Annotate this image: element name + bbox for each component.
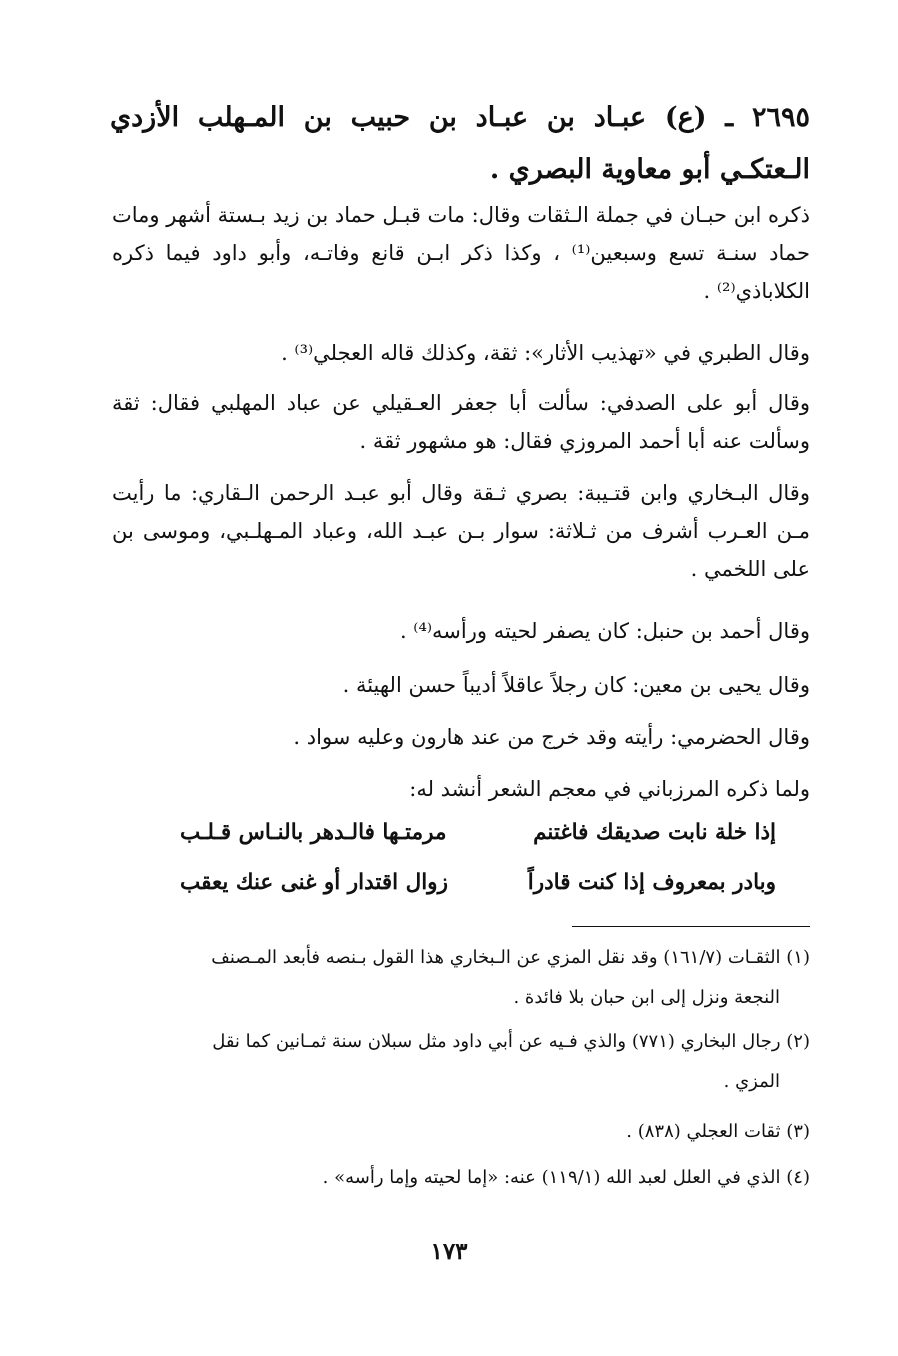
footnote-continuation: النجعة ونزل إلى ابن حبان بلا فائدة . <box>513 987 780 1008</box>
paragraph-yahya: وقال يحيى بن معين: كان رجلاً عاقلاً أديباً حسن الهيئة . <box>342 673 810 697</box>
verse-line <box>180 870 776 910</box>
paragraph-sadafi: وقال أبو على الصدفي: سألت أبا جعفر العـقيلي عن عباد المهلبي فقال: ثقة وسألت عنه أبا أحمد المروزي فقال: هو مشهور ثقة . <box>112 391 810 453</box>
footnote-1 <box>120 938 810 1018</box>
paragraph-marzubani: ولما ذكره المرزباني في معجم الشعر أنشد له: <box>409 777 810 801</box>
footnote-continuation: المزي . <box>723 1071 780 1092</box>
footnote-4 <box>120 1158 810 1198</box>
footnote-3 <box>120 1112 810 1152</box>
paragraph-bukhari: وقال البـخاري وابن قتـيبة: بصري ثـقة وقال أبو عبـد الرحمن الـقاري: ما رأيت مـن العـرب أشرف من ثـلاثة: سوار بـن عبـد الله، وعباد المـهلـبي، وموسى بن على اللخمي . <box>112 481 810 581</box>
paragraph-tabari: وقال الطبري في «تهذيب الأثار»: ثقة، وكذلك قاله العجلي⁽³⁾ . <box>281 341 810 365</box>
footnote-2 <box>120 1022 810 1102</box>
verse-first-hemistich: إذا خلة نابت صديقك فاغتنم <box>533 820 776 845</box>
page-number: ١٧٣ <box>430 1238 468 1265</box>
verse-second-hemistich: مرمتـها فالـدهر بالنـاس قـلـب <box>180 820 447 845</box>
footnote-text: (١) الثقـات (١٦١/٧) وقد نقل المزي عن الـبخاري هذا القول بـنصه فأبعد المـصنف <box>211 947 810 968</box>
entry-heading: ٢٦٩٥ ـ (ع) عبـاد بن عبـاد بن حبيب بن المـهلب الأزدي الـعتكـي أبو معاوية البصري . <box>110 102 810 185</box>
verse-second-hemistich: زوال اقتدار أو غنى عنك يعقب <box>180 870 448 895</box>
paragraph-ahmad: وقال أحمد بن حنبل: كان يصفر لحيته ورأسه⁽⁴⁾ . <box>399 619 810 643</box>
footnote-text: (٣) ثقات العجلي (٨٣٨) . <box>626 1121 810 1142</box>
footnote-text: (٢) رجال البخاري (٧٧١) والذي فـيه عن أبي داود مثل سبلان سنة ثمـانين كما نقل <box>212 1031 810 1052</box>
paragraph-hadrami: وقال الحضرمي: رأيته وقد خرج من عند هارون وعليه سواد . <box>293 725 810 749</box>
footnote-separator <box>572 926 810 927</box>
paragraph-ibn-hibban: ذكره ابن حبـان في جملة الـثقات وقال: مات قبـل حماد بن زيد بـستة أشهر ومات حماد سنـة تسع وسبعين⁽¹⁾ ، وكذا ذكر ابـن قانع وفاتـه، وأبو داود فيما ذكره الكلاباذي⁽²⁾ . <box>112 203 810 303</box>
verse-first-hemistich: وبادر بمعروف إذا كنت قادراً <box>527 870 776 895</box>
footnote-text: (٤) الذي في العلل لعبد الله (١١٩/١) عنه: «إما لحيته وإما رأسه» . <box>322 1167 810 1188</box>
verse-line <box>180 820 776 860</box>
